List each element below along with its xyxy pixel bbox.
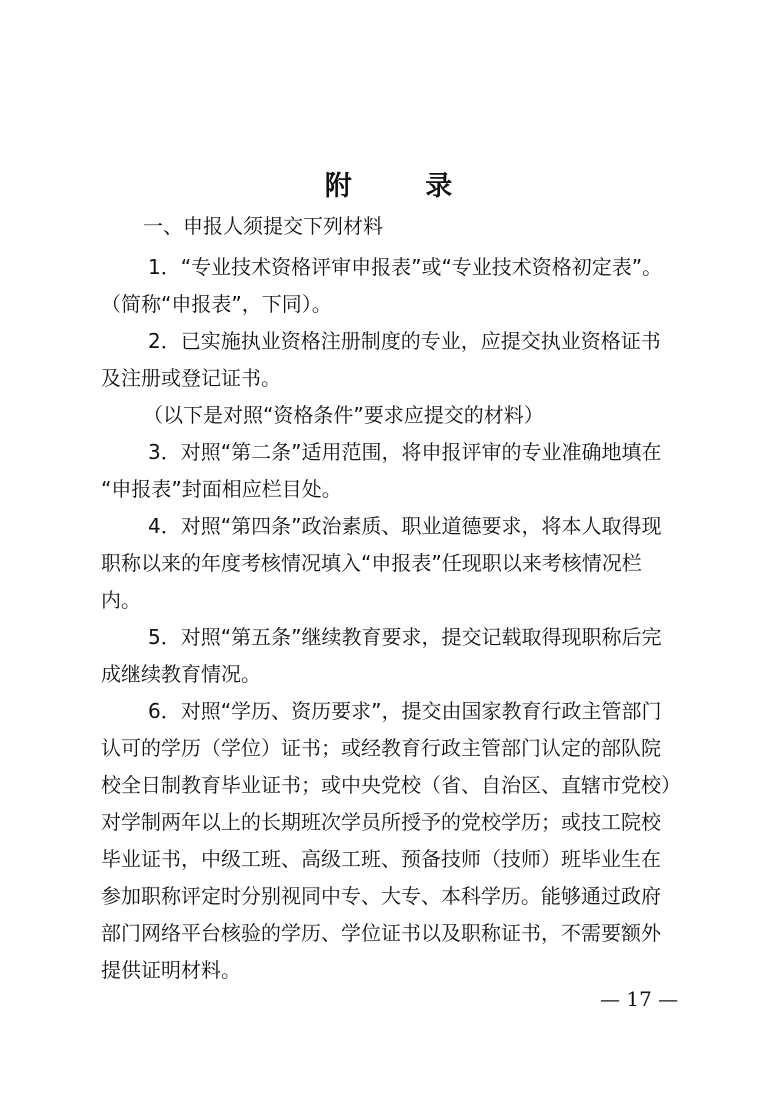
paragraph-line: 及注册或登记证书。 [101,366,281,390]
paragraph-line: 校全日制教育毕业证书；或中央党校（省、自治区、直辖市党校） [101,773,681,797]
paragraph-line: （简称“申报表”，下同）。 [101,292,332,316]
paragraph-line: 3．对照“第二条”适用范围，将申报评审的专业准确地填在 [148,440,662,464]
paragraph-line: 提供证明材料。 [101,958,241,982]
paragraph-line: 6．对照“学历、资历要求”，提交由国家教育行政主管部门 [148,699,662,723]
paragraph-line: 1．“专业技术资格评审申报表”或“专业技术资格初定表”。 [148,255,663,279]
paragraph-line: 毕业证书，中级工班、高级工班、预备技师（技师）班毕业生在 [101,847,661,871]
paragraph-line: 2．已实施执业资格注册制度的专业，应提交执业资格证书 [148,329,661,353]
paragraph-line: 5．对照“第五条”继续教育要求，提交记载取得现职称后完 [148,625,662,649]
paragraph-line: 职称以来的年度考核情况填入“申报表”任现职以来考核情况栏 [101,551,642,575]
paragraph-line: 4．对照“第四条”政治素质、职业道德要求，将本人取得现 [148,514,662,538]
page-number: — 17 — [600,987,679,1011]
paragraph-line: 内。 [101,588,141,612]
page-title: 附 录 [324,171,485,202]
paragraph-line: “申报表”封面相应栏目处。 [101,477,342,501]
paragraph-line: 对学制两年以上的长期班次学员所授予的党校学历；或技工院校 [101,810,661,834]
paragraph-line: 成继续教育情况。 [101,662,261,686]
paragraph-line: （以下是对照“资格条件”要求应提交的材料） [143,403,544,427]
section-heading: 一、申报人须提交下列材料 [143,214,383,238]
paragraph-line: 认可的学历（学位）证书；或经教育行政主管部门认定的部队院 [101,736,661,760]
paragraph-line: 部门网络平台核验的学历、学位证书以及职称证书，不需要额外 [101,921,661,945]
paragraph-line: 参加职称评定时分别视同中专、大专、本科学历。能够通过政府 [101,884,661,908]
